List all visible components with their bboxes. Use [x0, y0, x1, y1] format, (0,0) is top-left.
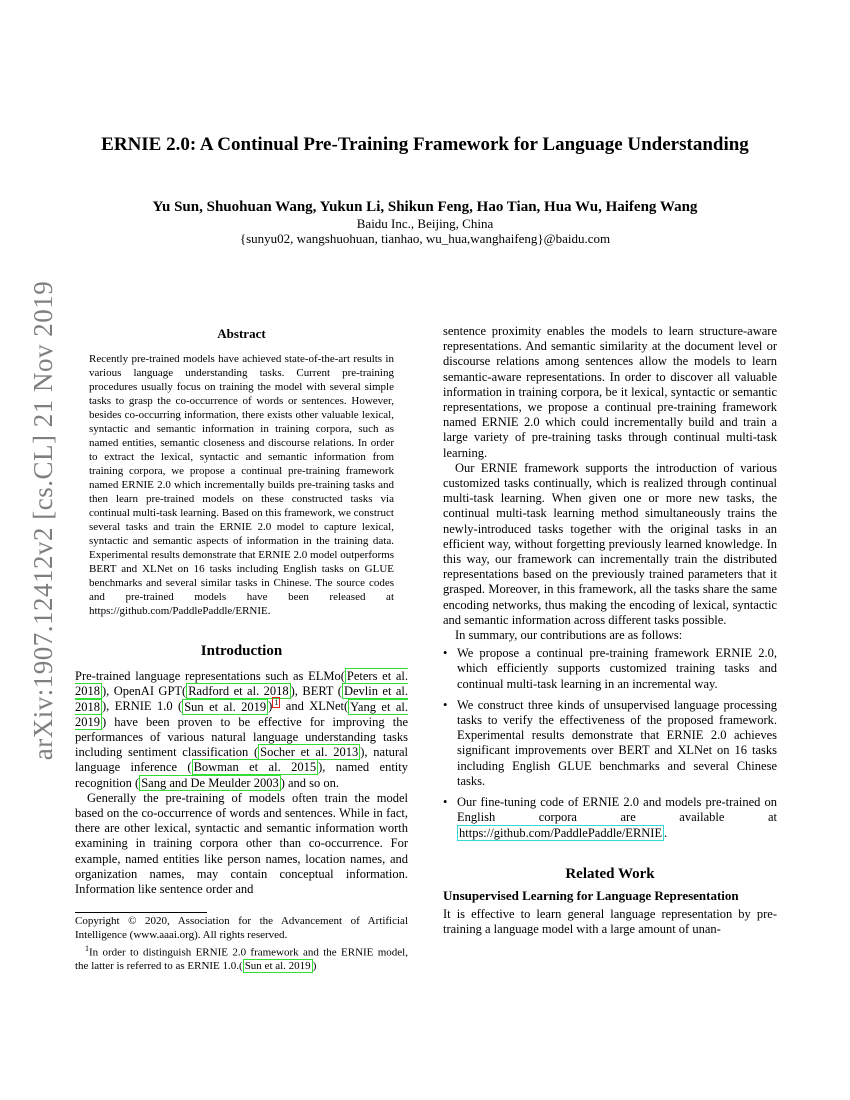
intro-text: and XLNet(: [280, 699, 349, 714]
intro-text: ): [268, 699, 273, 714]
arxiv-identifier-stamp: [22, 280, 66, 760]
citation-link[interactable]: Radford et al. 2018: [188, 684, 289, 699]
github-link[interactable]: https://github.com/PaddlePaddle/ERNIE: [459, 825, 663, 840]
footnote-marker-link[interactable]: 1: [274, 698, 279, 708]
footnote-text-end: ): [312, 960, 317, 973]
footnote-text: In order to distinguish ERNIE 2.0 framework and the ERNIE model, the latter is referred to as ERNIE 1.0.(: [75, 946, 408, 973]
intro-paragraph-1: [75, 669, 408, 791]
copyright-notice: Copyright © 2020, Association for the Advancement of Artificial Intelligence (www.aaai.org). All rights reserved.: [75, 915, 408, 941]
right-paragraph-2: Our ERNIE framework supports the introduction of various customized tasks continually, which is realized through continual multi-task learning. When given one or more new tasks, the continual multi-task learning method simultaneously trains the newly-introduced tasks together with the original tasks in an efficient way, without forgetting previously learned knowledge. In this way, our framework can incrementally train the distributed representations based on the previously trained parameters that it grasped. Moreover, in this framework, all the tasks share the same encoding networks, thus making the encoding of lexical, syntactic and semantic information across different tasks possible.: [443, 460, 777, 627]
citation-link[interactable]: Yang et al. 2019: [75, 699, 409, 729]
intro-text: ) have been proven to be effective for improving the performances of various natural language understanding tasks including sentiment classification (: [75, 714, 408, 760]
introduction-heading: Introduction: [200, 643, 283, 659]
intro-text: Pre-trained language representations such as ELMo(: [75, 669, 345, 683]
list-item: [443, 646, 777, 692]
paper-title: ERNIE 2.0: A Continual Pre-Training Framework for Language Understanding: [101, 134, 749, 155]
contributions-intro: In summary, our contributions are as follows:: [455, 628, 683, 643]
bullet-icon: •: [443, 646, 448, 661]
citation-link[interactable]: Sun et al. 2019: [184, 699, 267, 714]
bullet-icon: •: [443, 795, 448, 810]
intro-text: ), natural language inference (: [75, 745, 408, 775]
intro-text: ), OpenAI GPT(: [102, 684, 187, 699]
citation-link[interactable]: Socher et al. 2013: [260, 745, 359, 760]
right-paragraph-1: sentence proximity enables the models to learn structure-aware representations. And semantic similarity at the document level or discourse relations among sentences allow the models to learn semantic-aware representations. In order to discover all valuable information in training corpora, be it lexical, syntactic or semantic representations, we propose a continual pre-training framework named ERNIE 2.0 which could incrementally build and train a large variety of pre-training tasks through continual multi-task learning.: [443, 324, 777, 460]
citation-link[interactable]: Sang and De Meulder 2003: [141, 775, 279, 790]
citation-link[interactable]: Bowman et al. 2015: [193, 760, 317, 775]
left-column: [75, 324, 408, 897]
affiliation: Baidu Inc., Beijing, China: [356, 216, 494, 231]
author-emails: {sunyu02, wangshuohuan, tianhao, wu_hua,wanghaifeng}@baidu.com: [239, 231, 611, 246]
intro-text: ), BERT (: [290, 684, 342, 699]
intro-text: ), named entity recognition (: [75, 760, 408, 790]
arxiv-stamp-text: arXiv:1907.12412v2 [cs.CL] 21 Nov 2019: [28, 280, 59, 760]
citation-link[interactable]: Devlin et al. 2018: [75, 684, 408, 714]
intro-text: ) and so on.: [280, 775, 340, 790]
list-item: [443, 795, 777, 841]
list-item-text: We propose a continual pre-training framework ERNIE 2.0, which efficiently supports customized training tasks and continual multi-task learning in an incremental way.: [457, 646, 777, 691]
intro-paragraph-2: Generally the pre-training of models often train the model based on the co-occurrence of words and sentences. While in fact, there are other lexical, syntactic and semantic information worth examining in training corpora other than co-occurrence. For example, named entities like person names, location names, and organization names, may contain conceptual information. Information like sentence order and: [75, 790, 408, 896]
footnotes: [75, 912, 408, 974]
related-paragraph: It is effective to learn general language representation by pre-training a language model with a large amount of unan-: [443, 906, 777, 936]
abstract-heading: Abstract: [217, 326, 266, 341]
related-work-heading: Related Work: [565, 865, 655, 882]
footnote-rule: [75, 912, 207, 913]
contributions-list: [443, 646, 777, 840]
author-list: Yu Sun, Shuohuan Wang, Yukun Li, Shikun Feng, Hao Tian, Hua Wu, Haifeng Wang: [152, 199, 698, 215]
list-item-text: Our fine-tuning code of ERNIE 2.0 and models pre-trained on English corpora are available at: [457, 795, 777, 825]
subsection-heading: Unsupervised Learning for Language Representation: [443, 887, 739, 903]
footnote-number: 1: [85, 944, 89, 953]
bullet-icon: •: [443, 697, 448, 712]
list-item-text-end: .: [664, 825, 668, 840]
citation-link[interactable]: Sun et al. 2019: [244, 960, 311, 973]
footnote-1: [75, 942, 408, 974]
list-item: [443, 698, 777, 789]
citation-link[interactable]: Peters et al. 2018: [75, 669, 409, 699]
right-column: [443, 324, 777, 937]
intro-text: ), ERNIE 1.0 (: [102, 699, 183, 714]
list-item-text: We construct three kinds of unsupervised language processing tasks to verify the effectiveness of the proposed framework. Experimental results demonstrate that ERNIE 2.0 achieves significant improvements over BERT and XLNet on 16 tasks including English GLUE benchmarks and several Chinese tasks.: [457, 697, 777, 788]
abstract-body: Recently pre-trained models have achieved state-of-the-art results in various language understanding tasks. Current pre-training procedures usually focus on training the model with several simple tasks to grasp the co-occurrence of words or sentences. However, besides co-occurring information, there exists other valuable lexical, syntactic and semantic information in training corpora, such as named entities, semantic closeness and discourse relations. In order to extract the lexical, syntactic and semantic information from training corpora, we propose a continual pre-training framework named ERNIE 2.0 which incrementally builds pre-training tasks and then learn pre-trained models on these constructed tasks via continual multi-task learning. Based on this framework, we construct several tasks and train the ERNIE 2.0 model to capture lexical, syntactic and semantic aspects of information in the training data. Experimental results demonstrate that ERNIE 2.0 model outperforms BERT and XLNet on 16 tasks including English tasks on GLUE benchmarks and several similar tasks in Chinese. The source codes and pre-trained models have been released at https://github.com/PaddlePaddle/ERNIE.: [89, 353, 394, 617]
